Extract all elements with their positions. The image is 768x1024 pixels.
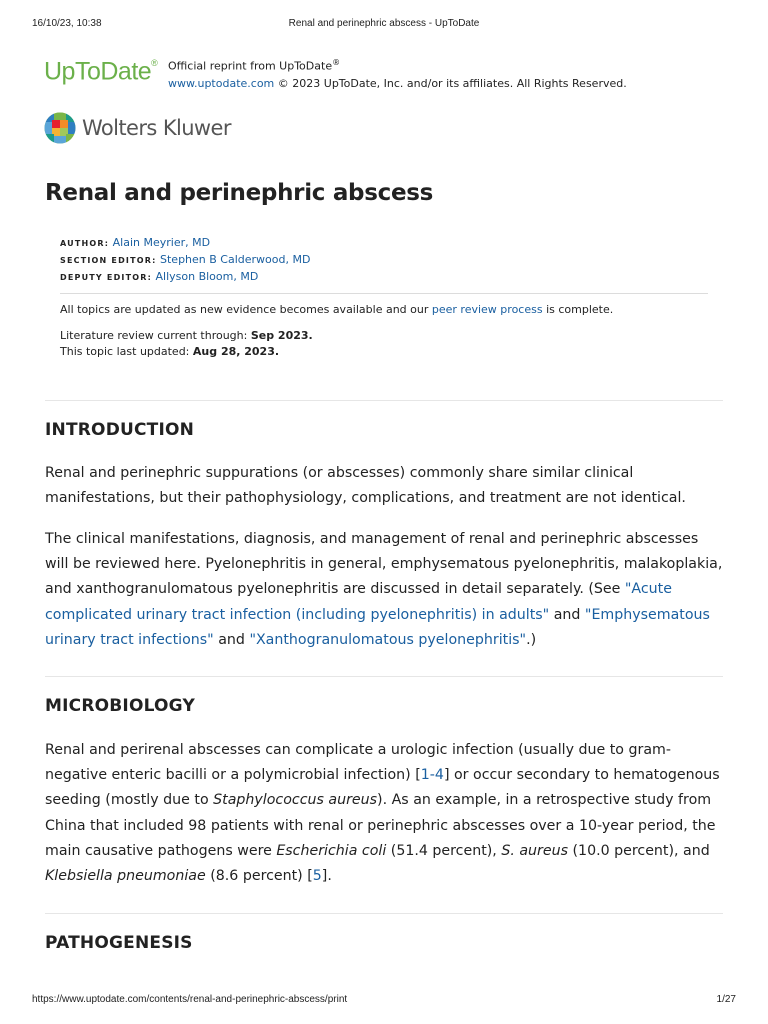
wolters-kluwer-logo xyxy=(44,112,344,146)
print-header xyxy=(32,18,736,32)
intro-paragraph-2 xyxy=(45,527,725,653)
reprint-text: Official reprint from UpToDate xyxy=(168,59,333,73)
organism-name: Klebsiella pneumoniae xyxy=(45,868,206,885)
reference-link-1-4[interactable]: 1-4 xyxy=(420,767,444,784)
text-run: ] or occur secondary to hematogenous seeding (mostly due to xyxy=(45,767,720,809)
text-run: ). As an example, in a retrospective study from China that included 98 patients with renal or perinephric abscesses over a 10-year period, the main causative pathogens were xyxy=(45,792,716,859)
conjunction: and xyxy=(213,631,250,648)
section-divider xyxy=(45,676,723,677)
section-editor-link[interactable]: Stephen B Calderwood, MD xyxy=(160,253,311,266)
organism-name: Escherichia coli xyxy=(276,842,387,859)
literature-review xyxy=(60,328,710,344)
print-url: https://www.uptodate.com/contents/renal-and-perinephric-abscess/print xyxy=(32,994,348,1005)
deputy-editor-label: DEPUTY EDITOR: xyxy=(60,273,152,282)
author-row xyxy=(60,234,710,251)
update-notice-pre: All topics are updated as new evidence becomes available and our xyxy=(60,303,432,316)
link-emphysematous-uti[interactable]: "Emphysematous urinary tract infections" xyxy=(45,606,710,648)
page-number: 1/27 xyxy=(716,994,736,1005)
text-run: (8.6 percent) [ xyxy=(205,868,313,885)
reference-link-5[interactable]: 5 xyxy=(312,868,322,885)
section-editor-label: SECTION EDITOR: xyxy=(60,256,157,265)
uptodate-logo[interactable] xyxy=(44,52,157,86)
uptodate-website-link[interactable]: www.uptodate.com xyxy=(168,76,275,90)
copyright-text: © 2023 UpToDate, Inc. and/or its affiliates. All Rights Reserved. xyxy=(274,76,627,90)
reprint-registered-mark: ® xyxy=(332,58,341,67)
meta-divider xyxy=(60,293,708,294)
intro-paragraph-1: Renal and perinephric suppurations (or abscesses) commonly share similar clinical manifestations, but their pathophysiology, complications, and treatment are not identical. xyxy=(45,465,686,507)
deputy-editor-row xyxy=(60,268,710,285)
last-updated-date: Aug 28, 2023. xyxy=(192,345,280,358)
last-updated-label: This topic last updated: xyxy=(60,345,193,358)
literature-review-date: Sep 2023. xyxy=(250,329,313,342)
author-label: AUTHOR: xyxy=(60,239,110,248)
brand-row xyxy=(44,52,724,92)
deputy-editor-link[interactable]: Allyson Bloom, MD xyxy=(155,270,259,283)
literature-review-label: Literature review current through: xyxy=(60,329,251,342)
section-editor-row xyxy=(60,251,710,268)
publisher-name: Wolters Kluwer xyxy=(82,116,231,140)
conjunction: and xyxy=(549,606,585,623)
author-link[interactable]: Alain Meyrier, MD xyxy=(112,236,211,249)
text-run: ]. xyxy=(321,868,332,885)
reprint-notice xyxy=(168,54,627,92)
update-notice-post: is complete. xyxy=(542,303,614,316)
print-footer xyxy=(32,994,736,1008)
page-title: Renal and perinephric abscess xyxy=(45,180,434,206)
section-heading-microbiology: MICROBIOLOGY xyxy=(45,696,195,716)
uptodate-logo-text: UpToDate xyxy=(44,57,152,86)
peer-review-link[interactable]: peer review process xyxy=(431,303,543,316)
paragraph-end: .) xyxy=(526,631,537,648)
link-acute-complicated-uti[interactable]: "Acute complicated urinary tract infection (including pyelonephritis) in adults" xyxy=(45,581,672,623)
section-heading-introduction: INTRODUCTION xyxy=(45,420,195,440)
link-xanthogranulomatous-pyelonephritis[interactable]: "Xanthogranulomatous pyelonephritis" xyxy=(249,631,527,648)
organism-name: S. aureus xyxy=(501,842,568,859)
print-page-title: Renal and perinephric abscess - UpToDate xyxy=(288,18,480,29)
organism-name: Staphylococcus aureus xyxy=(213,792,378,809)
article-meta xyxy=(60,234,710,360)
section-divider xyxy=(45,913,723,914)
update-notice xyxy=(60,302,710,318)
section-divider xyxy=(45,400,723,401)
registered-mark: ® xyxy=(151,58,158,68)
last-updated xyxy=(60,344,710,360)
microbiology-paragraph xyxy=(45,738,725,889)
print-datetime: 16/10/23, 10:38 xyxy=(32,18,102,29)
text-run: Renal and perirenal abscesses can complicate a urologic infection (usually due to gram-negative enteric bacilli or a polymicrobial infection) [ xyxy=(45,742,671,784)
wolters-kluwer-mosaic-icon xyxy=(44,112,76,144)
section-heading-pathogenesis: PATHOGENESIS xyxy=(45,933,193,953)
intro-paragraph-2-text: The clinical manifestations, diagnosis, and management of renal and perinephric abscesses will be reviewed here. Pyelonephritis in general, emphysematous pyelonephritis, malakoplakia, and xanthogranulomatous pyelonephritis are discussed in detail separately. (See xyxy=(45,531,723,598)
text-run: (10.0 percent), and xyxy=(568,842,710,859)
text-run: (51.4 percent), xyxy=(386,842,502,859)
